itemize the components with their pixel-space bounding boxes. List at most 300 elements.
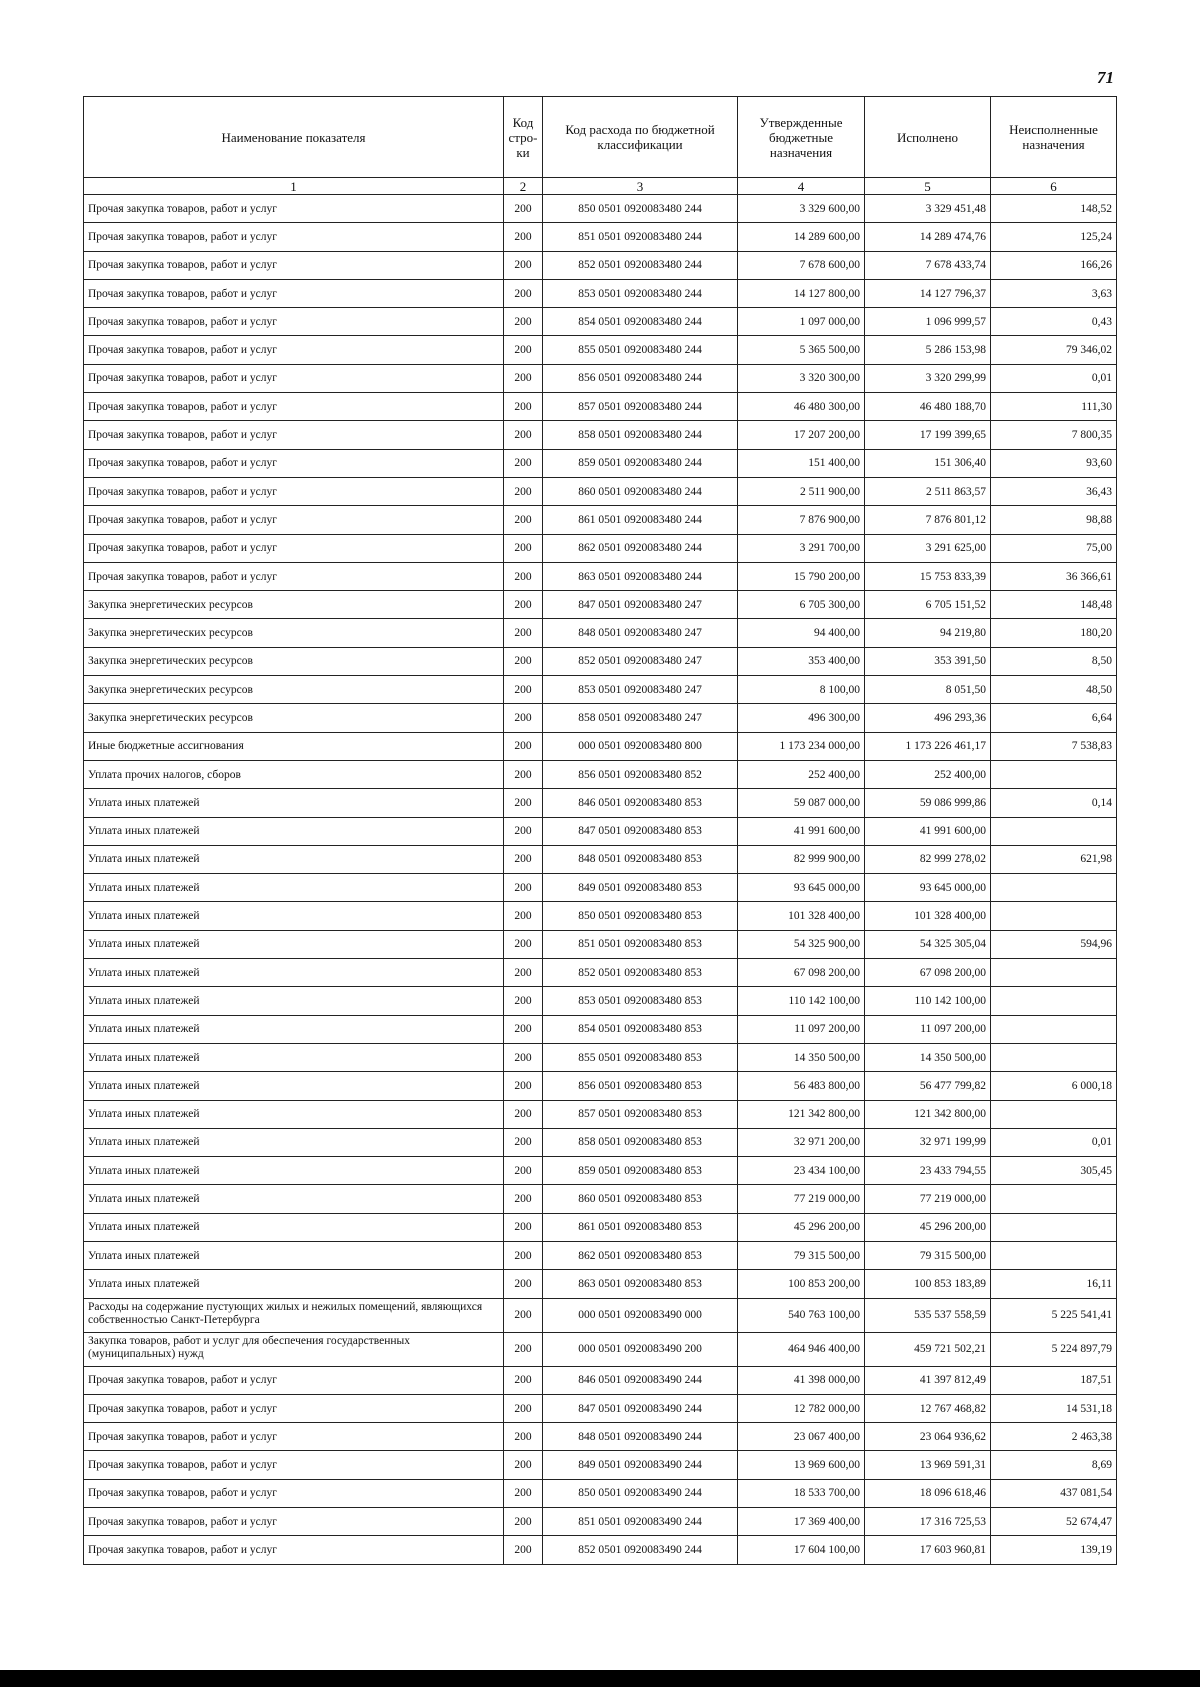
executed-amount-cell: 14 350 500,00 <box>865 1043 991 1071</box>
row-code-cell: 200 <box>504 1536 543 1564</box>
row-code-cell: 200 <box>504 308 543 336</box>
row-code-cell: 200 <box>504 506 543 534</box>
executed-amount-cell: 6 705 151,52 <box>865 591 991 619</box>
approved-amount-cell: 23 434 100,00 <box>738 1157 865 1185</box>
executed-amount-cell: 82 999 278,02 <box>865 845 991 873</box>
unexecuted-amount-cell: 437 081,54 <box>991 1479 1117 1507</box>
table-row <box>84 1332 1117 1366</box>
classification-code-cell: 854 0501 0920083480 853 <box>543 1015 738 1043</box>
classification-code-cell: 853 0501 0920083480 247 <box>543 676 738 704</box>
executed-amount-cell: 5 286 153,98 <box>865 336 991 364</box>
table-row <box>84 393 1117 421</box>
table-row <box>84 959 1117 987</box>
approved-amount-cell: 3 329 600,00 <box>738 195 865 223</box>
unexecuted-amount-cell <box>991 817 1117 845</box>
page-number: 71 <box>1097 68 1114 87</box>
table-row <box>84 534 1117 562</box>
row-code-cell: 200 <box>504 902 543 930</box>
row-code-cell: 200 <box>504 421 543 449</box>
indicator-name-cell: Прочая закупка товаров, работ и услуг <box>84 562 504 590</box>
executed-amount-cell: 17 316 725,53 <box>865 1508 991 1536</box>
row-code-cell: 200 <box>504 1423 543 1451</box>
unexecuted-amount-cell: 79 346,02 <box>991 336 1117 364</box>
table-row <box>84 1423 1117 1451</box>
table-row <box>84 1043 1117 1071</box>
table-row <box>84 1100 1117 1128</box>
executed-amount-cell: 94 219,80 <box>865 619 991 647</box>
classification-code-cell: 851 0501 0920083480 244 <box>543 223 738 251</box>
executed-amount-cell: 93 645 000,00 <box>865 874 991 902</box>
row-code-cell: 200 <box>504 1185 543 1213</box>
row-code-cell: 200 <box>504 1157 543 1185</box>
approved-amount-cell: 101 328 400,00 <box>738 902 865 930</box>
approved-amount-cell: 7 678 600,00 <box>738 251 865 279</box>
classification-code-cell: 856 0501 0920083480 852 <box>543 760 738 788</box>
unexecuted-amount-cell <box>991 1043 1117 1071</box>
table-row <box>84 732 1117 760</box>
indicator-name-cell: Прочая закупка товаров, работ и услуг <box>84 223 504 251</box>
executed-amount-cell: 45 296 200,00 <box>865 1213 991 1241</box>
classification-code-cell: 847 0501 0920083490 244 <box>543 1394 738 1422</box>
row-code-cell: 200 <box>504 449 543 477</box>
approved-amount-cell: 79 315 500,00 <box>738 1241 865 1269</box>
classification-code-cell: 859 0501 0920083480 853 <box>543 1157 738 1185</box>
approved-amount-cell: 54 325 900,00 <box>738 930 865 958</box>
row-code-cell: 200 <box>504 959 543 987</box>
row-code-cell: 200 <box>504 336 543 364</box>
classification-code-cell: 857 0501 0920083480 244 <box>543 393 738 421</box>
classification-code-cell: 852 0501 0920083480 247 <box>543 647 738 675</box>
classification-code-cell: 852 0501 0920083480 853 <box>543 959 738 987</box>
classification-code-cell: 856 0501 0920083480 244 <box>543 364 738 392</box>
approved-amount-cell: 56 483 800,00 <box>738 1072 865 1100</box>
indicator-name-cell: Прочая закупка товаров, работ и услуг <box>84 336 504 364</box>
table-row <box>84 1015 1117 1043</box>
row-code-cell: 200 <box>504 1451 543 1479</box>
classification-code-cell: 855 0501 0920083480 853 <box>543 1043 738 1071</box>
column-number: 5 <box>865 178 991 195</box>
unexecuted-amount-cell: 75,00 <box>991 534 1117 562</box>
row-code-cell: 200 <box>504 562 543 590</box>
indicator-name-cell: Уплата иных платежей <box>84 1072 504 1100</box>
classification-code-cell: 860 0501 0920083480 853 <box>543 1185 738 1213</box>
unexecuted-amount-cell: 139,19 <box>991 1536 1117 1564</box>
indicator-name-cell: Прочая закупка товаров, работ и услуг <box>84 1423 504 1451</box>
row-code-cell: 200 <box>504 704 543 732</box>
header-row-code: Код стро- ки <box>504 97 543 178</box>
row-code-cell: 200 <box>504 1508 543 1536</box>
row-code-cell: 200 <box>504 1332 543 1366</box>
column-number: 4 <box>738 178 865 195</box>
row-code-cell: 200 <box>504 817 543 845</box>
classification-code-cell: 858 0501 0920083480 244 <box>543 421 738 449</box>
classification-code-cell: 848 0501 0920083490 244 <box>543 1423 738 1451</box>
approved-amount-cell: 7 876 900,00 <box>738 506 865 534</box>
unexecuted-amount-cell: 98,88 <box>991 506 1117 534</box>
classification-code-cell: 861 0501 0920083480 853 <box>543 1213 738 1241</box>
row-code-cell: 200 <box>504 1043 543 1071</box>
executed-amount-cell: 3 329 451,48 <box>865 195 991 223</box>
executed-amount-cell: 2 511 863,57 <box>865 477 991 505</box>
approved-amount-cell: 540 763 100,00 <box>738 1298 865 1332</box>
indicator-name-cell: Уплата иных платежей <box>84 1100 504 1128</box>
classification-code-cell: 850 0501 0920083480 244 <box>543 195 738 223</box>
unexecuted-amount-cell: 305,45 <box>991 1157 1117 1185</box>
indicator-name-cell: Уплата иных платежей <box>84 874 504 902</box>
approved-amount-cell: 45 296 200,00 <box>738 1213 865 1241</box>
executed-amount-cell: 121 342 800,00 <box>865 1100 991 1128</box>
executed-amount-cell: 23 064 936,62 <box>865 1423 991 1451</box>
indicator-name-cell: Закупка энергетических ресурсов <box>84 704 504 732</box>
approved-amount-cell: 77 219 000,00 <box>738 1185 865 1213</box>
approved-amount-cell: 121 342 800,00 <box>738 1100 865 1128</box>
approved-amount-cell: 3 291 700,00 <box>738 534 865 562</box>
unexecuted-amount-cell: 52 674,47 <box>991 1508 1117 1536</box>
approved-amount-cell: 17 369 400,00 <box>738 1508 865 1536</box>
header-executed: Исполнено <box>865 97 991 178</box>
table-row <box>84 1157 1117 1185</box>
indicator-name-cell: Уплата иных платежей <box>84 987 504 1015</box>
approved-amount-cell: 1 173 234 000,00 <box>738 732 865 760</box>
executed-amount-cell: 59 086 999,86 <box>865 789 991 817</box>
table-row <box>84 1185 1117 1213</box>
approved-amount-cell: 13 969 600,00 <box>738 1451 865 1479</box>
row-code-cell: 200 <box>504 393 543 421</box>
executed-amount-cell: 41 991 600,00 <box>865 817 991 845</box>
row-code-cell: 200 <box>504 477 543 505</box>
unexecuted-amount-cell: 621,98 <box>991 845 1117 873</box>
row-code-cell: 200 <box>504 1270 543 1298</box>
approved-amount-cell: 12 782 000,00 <box>738 1394 865 1422</box>
column-number: 6 <box>991 178 1117 195</box>
executed-amount-cell: 67 098 200,00 <box>865 959 991 987</box>
indicator-name-cell: Прочая закупка товаров, работ и услуг <box>84 534 504 562</box>
approved-amount-cell: 464 946 400,00 <box>738 1332 865 1366</box>
indicator-name-cell: Прочая закупка товаров, работ и услуг <box>84 195 504 223</box>
table-row <box>84 562 1117 590</box>
classification-code-cell: 847 0501 0920083480 853 <box>543 817 738 845</box>
table-row <box>84 789 1117 817</box>
indicator-name-cell: Прочая закупка товаров, работ и услуг <box>84 1451 504 1479</box>
approved-amount-cell: 100 853 200,00 <box>738 1270 865 1298</box>
unexecuted-amount-cell: 187,51 <box>991 1366 1117 1394</box>
executed-amount-cell: 8 051,50 <box>865 676 991 704</box>
classification-code-cell: 857 0501 0920083480 853 <box>543 1100 738 1128</box>
indicator-name-cell: Иные бюджетные ассигнования <box>84 732 504 760</box>
unexecuted-amount-cell: 48,50 <box>991 676 1117 704</box>
indicator-name-cell: Уплата иных платежей <box>84 1015 504 1043</box>
unexecuted-amount-cell: 0,43 <box>991 308 1117 336</box>
executed-amount-cell: 1 096 999,57 <box>865 308 991 336</box>
indicator-name-cell: Закупка энергетических ресурсов <box>84 647 504 675</box>
unexecuted-amount-cell: 111,30 <box>991 393 1117 421</box>
table-body <box>84 195 1117 1565</box>
executed-amount-cell: 535 537 558,59 <box>865 1298 991 1332</box>
indicator-name-cell: Прочая закупка товаров, работ и услуг <box>84 364 504 392</box>
classification-code-cell: 863 0501 0920083480 244 <box>543 562 738 590</box>
table-row <box>84 1213 1117 1241</box>
row-code-cell: 200 <box>504 647 543 675</box>
unexecuted-amount-cell <box>991 1100 1117 1128</box>
table-row <box>84 506 1117 534</box>
classification-code-cell: 851 0501 0920083490 244 <box>543 1508 738 1536</box>
indicator-name-cell: Прочая закупка товаров, работ и услуг <box>84 1536 504 1564</box>
classification-code-cell: 859 0501 0920083480 244 <box>543 449 738 477</box>
executed-amount-cell: 11 097 200,00 <box>865 1015 991 1043</box>
table-header <box>84 97 1117 195</box>
unexecuted-amount-cell <box>991 987 1117 1015</box>
indicator-name-cell: Уплата иных платежей <box>84 1128 504 1156</box>
classification-code-cell: 858 0501 0920083480 853 <box>543 1128 738 1156</box>
executed-amount-cell: 32 971 199,99 <box>865 1128 991 1156</box>
indicator-name-cell: Закупка энергетических ресурсов <box>84 591 504 619</box>
unexecuted-amount-cell: 0,01 <box>991 364 1117 392</box>
row-code-cell: 200 <box>504 760 543 788</box>
approved-amount-cell: 6 705 300,00 <box>738 591 865 619</box>
row-code-cell: 200 <box>504 1394 543 1422</box>
row-code-cell: 200 <box>504 619 543 647</box>
approved-amount-cell: 1 097 000,00 <box>738 308 865 336</box>
approved-amount-cell: 3 320 300,00 <box>738 364 865 392</box>
unexecuted-amount-cell: 148,52 <box>991 195 1117 223</box>
indicator-name-cell: Уплата иных платежей <box>84 930 504 958</box>
classification-code-cell: 846 0501 0920083490 244 <box>543 1366 738 1394</box>
column-number: 3 <box>543 178 738 195</box>
table-row <box>84 817 1117 845</box>
row-code-cell: 200 <box>504 1366 543 1394</box>
table-row <box>84 449 1117 477</box>
executed-amount-cell: 7 678 433,74 <box>865 251 991 279</box>
row-code-cell: 200 <box>504 364 543 392</box>
classification-code-cell: 854 0501 0920083480 244 <box>543 308 738 336</box>
classification-code-cell: 855 0501 0920083480 244 <box>543 336 738 364</box>
unexecuted-amount-cell: 148,48 <box>991 591 1117 619</box>
unexecuted-amount-cell <box>991 1185 1117 1213</box>
approved-amount-cell: 8 100,00 <box>738 676 865 704</box>
approved-amount-cell: 17 604 100,00 <box>738 1536 865 1564</box>
executed-amount-cell: 23 433 794,55 <box>865 1157 991 1185</box>
executed-amount-cell: 18 096 618,46 <box>865 1479 991 1507</box>
approved-amount-cell: 2 511 900,00 <box>738 477 865 505</box>
unexecuted-amount-cell <box>991 959 1117 987</box>
row-code-cell: 200 <box>504 732 543 760</box>
table-row <box>84 336 1117 364</box>
indicator-name-cell: Уплата иных платежей <box>84 1270 504 1298</box>
unexecuted-amount-cell: 93,60 <box>991 449 1117 477</box>
unexecuted-amount-cell <box>991 874 1117 902</box>
approved-amount-cell: 59 087 000,00 <box>738 789 865 817</box>
table-row <box>84 1366 1117 1394</box>
header-unexecuted: Неисполненные назначения <box>991 97 1117 178</box>
executed-amount-cell: 7 876 801,12 <box>865 506 991 534</box>
classification-code-cell: 847 0501 0920083480 247 <box>543 591 738 619</box>
table-row <box>84 1241 1117 1269</box>
row-code-cell: 200 <box>504 279 543 307</box>
row-code-cell: 200 <box>504 195 543 223</box>
table-row <box>84 1508 1117 1536</box>
table-row <box>84 1479 1117 1507</box>
approved-amount-cell: 496 300,00 <box>738 704 865 732</box>
classification-code-cell: 849 0501 0920083480 853 <box>543 874 738 902</box>
table-row <box>84 676 1117 704</box>
row-code-cell: 200 <box>504 930 543 958</box>
classification-code-cell: 850 0501 0920083480 853 <box>543 902 738 930</box>
indicator-name-cell: Прочая закупка товаров, работ и услуг <box>84 279 504 307</box>
unexecuted-amount-cell: 6 000,18 <box>991 1072 1117 1100</box>
classification-code-cell: 856 0501 0920083480 853 <box>543 1072 738 1100</box>
table-row <box>84 1298 1117 1332</box>
table-row <box>84 704 1117 732</box>
classification-code-cell: 852 0501 0920083490 244 <box>543 1536 738 1564</box>
approved-amount-cell: 14 289 600,00 <box>738 223 865 251</box>
unexecuted-amount-cell <box>991 1015 1117 1043</box>
classification-code-cell: 849 0501 0920083490 244 <box>543 1451 738 1479</box>
executed-amount-cell: 459 721 502,21 <box>865 1332 991 1366</box>
table-row <box>84 195 1117 223</box>
indicator-name-cell: Прочая закупка товаров, работ и услуг <box>84 1479 504 1507</box>
indicator-name-cell: Прочая закупка товаров, работ и услуг <box>84 1394 504 1422</box>
indicator-name-cell: Уплата иных платежей <box>84 1043 504 1071</box>
row-code-cell: 200 <box>504 987 543 1015</box>
unexecuted-amount-cell: 180,20 <box>991 619 1117 647</box>
executed-amount-cell: 77 219 000,00 <box>865 1185 991 1213</box>
table-row <box>84 845 1117 873</box>
row-code-cell: 200 <box>504 874 543 902</box>
approved-amount-cell: 15 790 200,00 <box>738 562 865 590</box>
indicator-name-cell: Уплата иных платежей <box>84 789 504 817</box>
unexecuted-amount-cell: 5 224 897,79 <box>991 1332 1117 1366</box>
approved-amount-cell: 32 971 200,00 <box>738 1128 865 1156</box>
indicator-name-cell: Прочая закупка товаров, работ и услуг <box>84 1366 504 1394</box>
unexecuted-amount-cell: 7 538,83 <box>991 732 1117 760</box>
header-approved: Утвержденные бюджетные назначения <box>738 97 865 178</box>
indicator-name-cell: Прочая закупка товаров, работ и услуг <box>84 477 504 505</box>
header-budget-classification: Код расхода по бюджетной классификации <box>543 97 738 178</box>
unexecuted-amount-cell: 0,14 <box>991 789 1117 817</box>
approved-amount-cell: 67 098 200,00 <box>738 959 865 987</box>
unexecuted-amount-cell: 7 800,35 <box>991 421 1117 449</box>
approved-amount-cell: 41 398 000,00 <box>738 1366 865 1394</box>
unexecuted-amount-cell: 3,63 <box>991 279 1117 307</box>
table-row <box>84 874 1117 902</box>
table-row <box>84 251 1117 279</box>
table-row <box>84 421 1117 449</box>
approved-amount-cell: 151 400,00 <box>738 449 865 477</box>
budget-execution-table <box>83 96 1117 1565</box>
row-code-cell: 200 <box>504 223 543 251</box>
table-row <box>84 308 1117 336</box>
classification-code-cell: 848 0501 0920083480 853 <box>543 845 738 873</box>
table-row <box>84 1128 1117 1156</box>
classification-code-cell: 848 0501 0920083480 247 <box>543 619 738 647</box>
row-code-cell: 200 <box>504 591 543 619</box>
table-row <box>84 364 1117 392</box>
executed-amount-cell: 3 291 625,00 <box>865 534 991 562</box>
unexecuted-amount-cell: 8,69 <box>991 1451 1117 1479</box>
classification-code-cell: 850 0501 0920083490 244 <box>543 1479 738 1507</box>
indicator-name-cell: Прочая закупка товаров, работ и услуг <box>84 1508 504 1536</box>
indicator-name-cell: Уплата прочих налогов, сборов <box>84 760 504 788</box>
indicator-name-cell: Уплата иных платежей <box>84 1241 504 1269</box>
unexecuted-amount-cell <box>991 1241 1117 1269</box>
classification-code-cell: 852 0501 0920083480 244 <box>543 251 738 279</box>
executed-amount-cell: 14 127 796,37 <box>865 279 991 307</box>
approved-amount-cell: 5 365 500,00 <box>738 336 865 364</box>
row-code-cell: 200 <box>504 534 543 562</box>
column-number-row <box>84 178 1117 195</box>
unexecuted-amount-cell: 36,43 <box>991 477 1117 505</box>
classification-code-cell: 862 0501 0920083480 853 <box>543 1241 738 1269</box>
row-code-cell: 200 <box>504 1241 543 1269</box>
table-row <box>84 1072 1117 1100</box>
row-code-cell: 200 <box>504 789 543 817</box>
indicator-name-cell: Прочая закупка товаров, работ и услуг <box>84 251 504 279</box>
classification-code-cell: 853 0501 0920083480 853 <box>543 987 738 1015</box>
indicator-name-cell: Уплата иных платежей <box>84 845 504 873</box>
executed-amount-cell: 15 753 833,39 <box>865 562 991 590</box>
indicator-name-cell: Закупка товаров, работ и услуг для обеспечения государственных (муниципальных) нужд <box>84 1332 504 1366</box>
executed-amount-cell: 110 142 100,00 <box>865 987 991 1015</box>
row-code-cell: 200 <box>504 1072 543 1100</box>
unexecuted-amount-cell: 0,01 <box>991 1128 1117 1156</box>
column-number: 2 <box>504 178 543 195</box>
scan-bottom-edge <box>0 1670 1200 1687</box>
executed-amount-cell: 252 400,00 <box>865 760 991 788</box>
classification-code-cell: 000 0501 0920083490 200 <box>543 1332 738 1366</box>
classification-code-cell: 858 0501 0920083480 247 <box>543 704 738 732</box>
table-row <box>84 1270 1117 1298</box>
indicator-name-cell: Уплата иных платежей <box>84 1213 504 1241</box>
unexecuted-amount-cell <box>991 1213 1117 1241</box>
classification-code-cell: 863 0501 0920083480 853 <box>543 1270 738 1298</box>
table-row <box>84 1451 1117 1479</box>
indicator-name-cell: Прочая закупка товаров, работ и услуг <box>84 449 504 477</box>
approved-amount-cell: 41 991 600,00 <box>738 817 865 845</box>
executed-amount-cell: 101 328 400,00 <box>865 902 991 930</box>
row-code-cell: 200 <box>504 1213 543 1241</box>
unexecuted-amount-cell <box>991 902 1117 930</box>
unexecuted-amount-cell: 594,96 <box>991 930 1117 958</box>
executed-amount-cell: 14 289 474,76 <box>865 223 991 251</box>
approved-amount-cell: 18 533 700,00 <box>738 1479 865 1507</box>
approved-amount-cell: 17 207 200,00 <box>738 421 865 449</box>
indicator-name-cell: Уплата иных платежей <box>84 817 504 845</box>
approved-amount-cell: 46 480 300,00 <box>738 393 865 421</box>
classification-code-cell: 000 0501 0920083490 000 <box>543 1298 738 1332</box>
table-row <box>84 930 1117 958</box>
indicator-name-cell: Расходы на содержание пустующих жилых и нежилых помещений, являющихся собственностью Санкт-Петербурга <box>84 1298 504 1332</box>
executed-amount-cell: 12 767 468,82 <box>865 1394 991 1422</box>
approved-amount-cell: 94 400,00 <box>738 619 865 647</box>
indicator-name-cell: Прочая закупка товаров, работ и услуг <box>84 506 504 534</box>
classification-code-cell: 861 0501 0920083480 244 <box>543 506 738 534</box>
executed-amount-cell: 54 325 305,04 <box>865 930 991 958</box>
unexecuted-amount-cell: 5 225 541,41 <box>991 1298 1117 1332</box>
indicator-name-cell: Уплата иных платежей <box>84 1185 504 1213</box>
row-code-cell: 200 <box>504 676 543 704</box>
table-row <box>84 647 1117 675</box>
indicator-name-cell: Уплата иных платежей <box>84 959 504 987</box>
indicator-name-cell: Прочая закупка товаров, работ и услуг <box>84 421 504 449</box>
approved-amount-cell: 11 097 200,00 <box>738 1015 865 1043</box>
table-row <box>84 987 1117 1015</box>
executed-amount-cell: 17 199 399,65 <box>865 421 991 449</box>
executed-amount-cell: 496 293,36 <box>865 704 991 732</box>
table-row <box>84 279 1117 307</box>
table-row <box>84 477 1117 505</box>
row-code-cell: 200 <box>504 1298 543 1332</box>
indicator-name-cell: Закупка энергетических ресурсов <box>84 619 504 647</box>
